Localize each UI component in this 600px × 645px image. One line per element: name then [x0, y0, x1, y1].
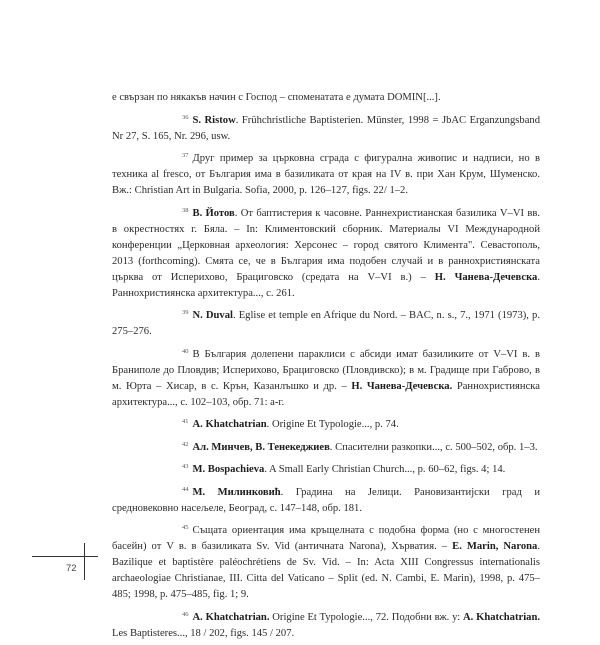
footnote-text: Друг пример за църковна сграда с фигурална живопис и надписи, но в техника al fresco, от България има в базиликата от края на IV в. при Хан Крум, Шуменско. Вж.: Christian Art in Bulgaria. Sofia, 2000, p. 126–127, figs. 22/ 1–2. — [112, 153, 540, 196]
footnote-number: 40 — [182, 347, 189, 355]
footnote-author: N. Duval — [192, 310, 233, 321]
footnote-37 — [112, 148, 540, 199]
footnote-text: . A Small Early Christian Church..., p. 60–62, figs. 4; 14. — [264, 464, 506, 475]
footnote-text: . Origine Et Typologie..., p. 74. — [266, 419, 399, 430]
footnote-number: 37 — [182, 152, 189, 159]
footnote-author-secondary: Н. Чанева-Дечевска — [434, 271, 538, 283]
footnote-41 — [112, 414, 540, 433]
footnote-author: A. Khatchatrian. — [192, 611, 270, 623]
footnote-45 — [112, 520, 540, 603]
crop-mark-horizontal — [32, 556, 98, 557]
footnote-text-secondary: Les Baptisteres..., 18 / 202, figs. 145 / 207. — [112, 627, 295, 639]
footnote-text-secondary: . Раннохристиянска архитектура..., с. 261. — [112, 271, 540, 299]
footnote-number: 38 — [182, 206, 189, 214]
footnote-text: . Градина на Јелици. Рановизантијски град и средновековно насељеле, Београд, с. 147–148, обр. 181. — [112, 486, 541, 514]
crop-mark-vertical — [84, 543, 85, 580]
footnote-text-secondary: . Bazilique et baptistère paléochrétiens de Sv. Vid. – In: Acta XIII Congressus internationalis archaeologiae Christianae, III. Citta del Vaticano – Split (ed. N. Cambi, E. Marin), 1998, p. 475–485; 1998, p. 475–485, fig. 1; 9. — [112, 541, 540, 600]
footnote-text: Origine Et Typologie..., 72. Подобни вж. у: — [269, 611, 464, 623]
footnote-number: 46 — [182, 610, 189, 618]
footnote-author-secondary: A. Khatchatrian. — [463, 611, 540, 623]
footnote-number: 44 — [182, 485, 189, 493]
footnote-text: . Eglise et temple en Afrique du Nord. – BAC, n. s., 7., 1971 (1973), p. 275–276. — [112, 310, 540, 337]
footnote-40 — [112, 344, 540, 411]
footnote-42 — [112, 437, 540, 456]
footnote-author: М. Милинковић — [192, 486, 281, 498]
footnote-text: В България долепени параклиси с абсиди имат базиликите от V–VI в. в Браниполе до Пловдив; Исперихово, Брацигoвско (Пловдивско); в м. Градище при Габрово, в м. Юрта – Хисар, в с. Крън, Казанлъшко и др. – — [112, 348, 540, 392]
page-number: 72 — [66, 563, 77, 574]
footnote-text: Същата ориентация има кръщелната с подобна форма (но с многостенен басейн) от V в. в базиликата Sv. Vid (античната Narona), Хърватия. – — [112, 525, 540, 552]
footnote-author-secondary: E. Marin, Narona — [452, 541, 538, 552]
lead-in-text: е свързан по някакъв начин с Господ – споменатата е думата DOMIN[...]. — [112, 92, 441, 103]
footnote-author-secondary: Н. Чанева-Дечевска. — [351, 380, 453, 392]
footnote-number: 42 — [182, 440, 189, 448]
footnote-text: . От баптистерия к часовне. Раннехристианская базилика V–VI вв. в окрестностях г. Бяла. – In: Климентовский сборник. Материалы VI Международной конференции „Церковная археология: Херсонес – город святого Климента". Севастополь, 2013 (forthcoming). Смята се, че в България има подобен случай и в раннохристиянската църква от Исперихово, Брацигoвско (средата на V–VI в.) – — [112, 207, 540, 283]
footnote-46 — [112, 607, 540, 642]
footnote-author: В. Йотов — [192, 207, 235, 219]
footnotes-block — [112, 90, 540, 645]
footnote-number: 45 — [182, 524, 189, 531]
footnote-43 — [112, 459, 540, 478]
footnote-38 — [112, 203, 540, 302]
footnote-author: Ал. Минчев, В. Тенекеджиев — [192, 441, 330, 453]
footnote-text: . Спасителни разкопки..., с. 500–502, обр. 1–3. — [329, 441, 538, 453]
footnote-author: M. Bospachieva — [192, 464, 265, 475]
footnote-text: . Frühchristliche Baptisterien. Münster, 1998 = JbAC Erganzungsband Nr 27, S. 165, Nr. 296, usw. — [112, 114, 540, 142]
footnote-number: 39 — [182, 309, 189, 316]
footnote-text-secondary: Раннохристиянска архитектура..., с. 102–103, обр. 71: а-г. — [112, 380, 540, 408]
footnote-44 — [112, 482, 540, 517]
footnote-author: A. Khatchatrian — [192, 419, 267, 430]
footnote-number: 43 — [182, 463, 189, 470]
footnote-number: 41 — [182, 418, 189, 425]
footnote-author: S. Ristow — [192, 114, 236, 126]
footnote-39 — [112, 305, 540, 340]
footnote-number: 36 — [182, 113, 189, 121]
footnote-36 — [112, 110, 540, 145]
